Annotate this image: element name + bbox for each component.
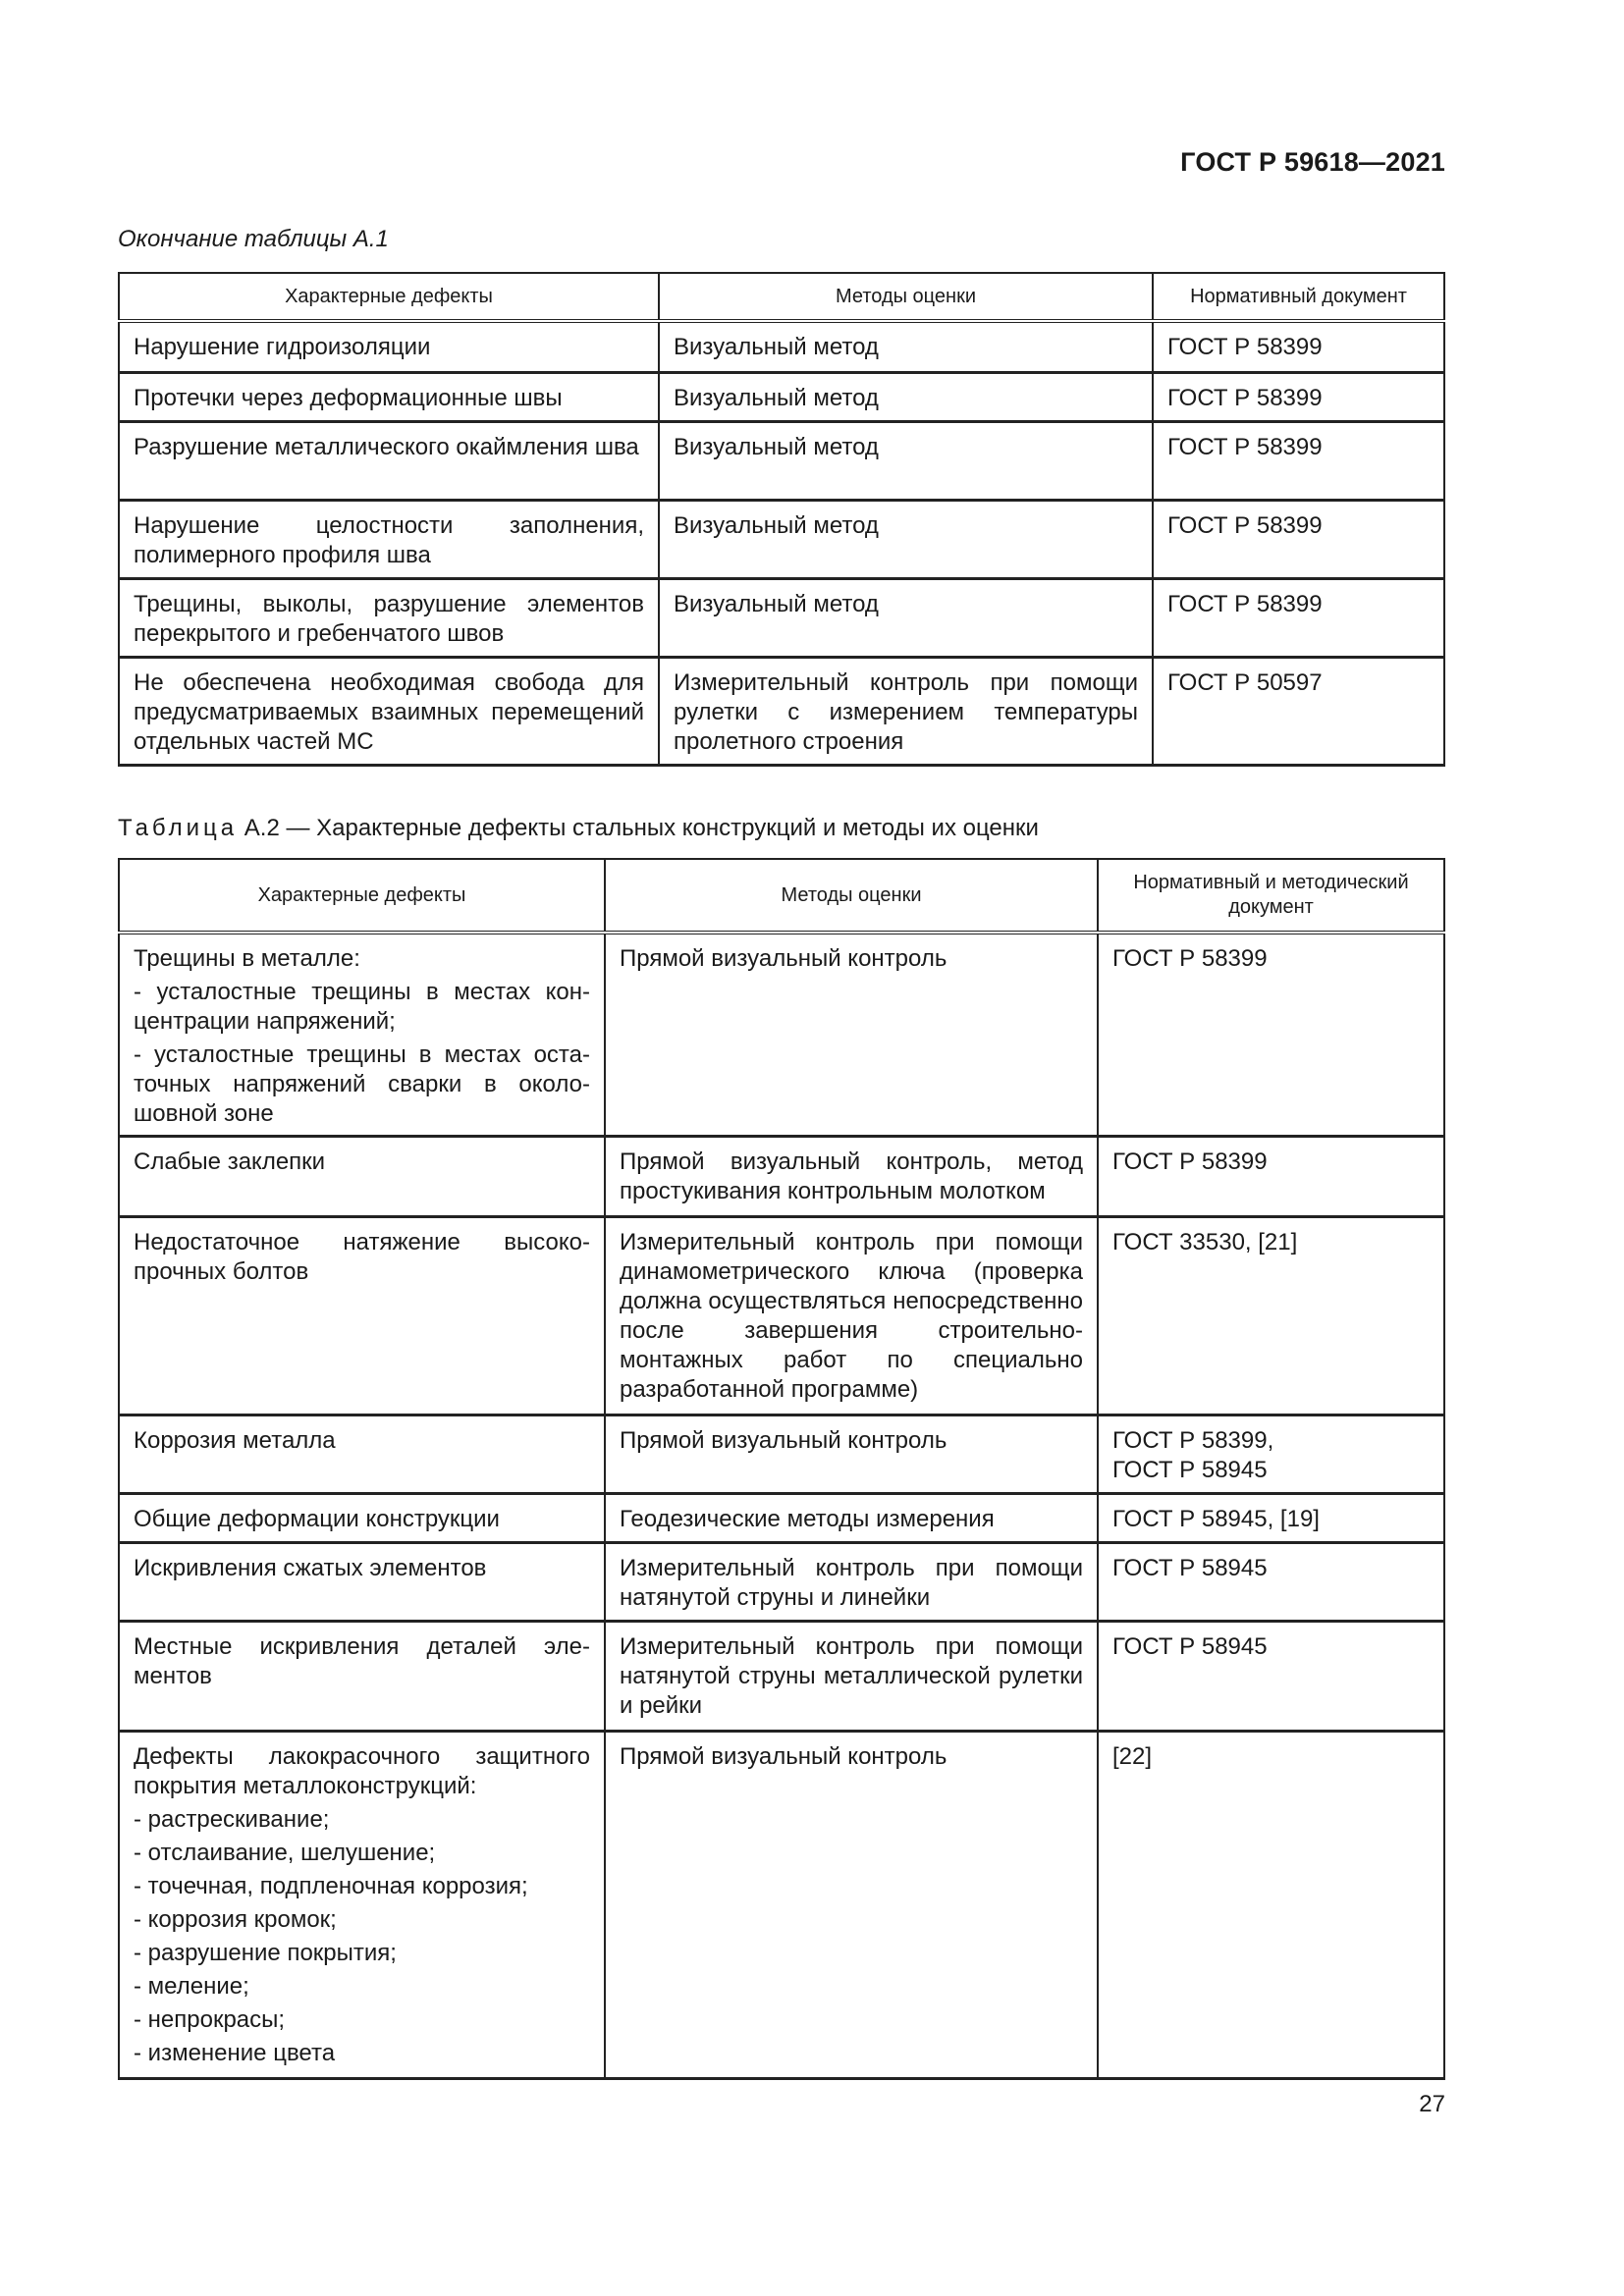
table-header-row <box>119 859 1444 933</box>
defect-cell <box>119 1217 605 1415</box>
defect-sub-item: - разрушение покрытия; <box>134 1940 397 1966</box>
table-row <box>119 1137 1444 1217</box>
table-row <box>119 372 1444 421</box>
column-header-methods: Методы оценки <box>659 273 1153 321</box>
defect-text: Недостаточное натяжение высокопрочных болтов <box>134 1229 590 1285</box>
page-number: 27 <box>1419 2091 1445 2117</box>
table-row <box>119 321 1444 372</box>
defect-text: Коррозия металла <box>134 1427 336 1454</box>
document-reference: ГОСТ Р 58945 <box>1112 1457 1268 1483</box>
document-cell <box>1098 1137 1444 1217</box>
table2-caption <box>118 815 1039 842</box>
document-cell: ГОСТ Р 58399 <box>1153 321 1444 372</box>
defect-text: Слабые заклепки <box>134 1148 326 1175</box>
table2-caption-text: А.2 — Характерные дефекты стальных конструкций и методы их оценки <box>244 815 1039 841</box>
document-cell <box>1098 1494 1444 1543</box>
document-reference: ГОСТ Р 58399 <box>1112 1148 1268 1175</box>
defect-sub-item: - изменение цвета <box>134 2040 336 2066</box>
method-cell: Визуальный метод <box>659 321 1153 372</box>
document-cell: ГОСТ Р 50597 <box>1153 657 1444 765</box>
defect-sub-item: - отслаивание, шелушение; <box>134 1840 436 1866</box>
document-cell <box>1098 1622 1444 1732</box>
method-cell: Измерительный контроль при помощи динамометрического ключа (проверка должна осуществляться непосредственно после завершения строительно-монтажных работ по специально разработанной программе) <box>605 1217 1098 1415</box>
table-row <box>119 1217 1444 1415</box>
method-cell: Визуальный метод <box>659 421 1153 500</box>
table-header-row <box>119 273 1444 321</box>
defect-sub-item: - непрокрасы; <box>134 2006 286 2033</box>
document-reference: [22] <box>1112 1743 1153 1770</box>
defect-text: Трещины в металле: <box>134 945 360 972</box>
defect-text: Искривления сжатых элементов <box>134 1555 487 1581</box>
document-cell <box>1098 1217 1444 1415</box>
column-header-document: Нормативный документ <box>1153 273 1444 321</box>
defect-cell: Нарушение целостности заполнения, полимерного профиля шва <box>119 500 659 578</box>
document-reference: ГОСТ Р 58399 <box>1112 945 1268 972</box>
table-a2 <box>118 858 1445 2080</box>
defect-cell: Нарушение гидроизоляции <box>119 321 659 372</box>
defect-sub-item: - усталостные трещины в местах концентрации напряжений; <box>134 979 590 1035</box>
document-cell: ГОСТ Р 58399 <box>1153 578 1444 657</box>
defect-cell <box>119 1137 605 1217</box>
defect-cell <box>119 1494 605 1543</box>
method-cell: Прямой визуальный контроль <box>605 1415 1098 1494</box>
document-id: ГОСТ Р 59618—2021 <box>1180 147 1445 177</box>
column-header-document: Нормативный и методический документ <box>1098 859 1444 933</box>
table-row <box>119 933 1444 1137</box>
table-row <box>119 1732 1444 2079</box>
defect-text: Общие деформации конструкции <box>134 1506 500 1532</box>
document-reference: ГОСТ 33530, [21] <box>1112 1229 1298 1255</box>
defect-cell <box>119 1622 605 1732</box>
method-cell: Визуальный метод <box>659 500 1153 578</box>
document-reference: ГОСТ Р 58399, <box>1112 1427 1274 1454</box>
method-cell: Прямой визуальный контроль <box>605 1732 1098 2079</box>
defect-sub-item: - коррозия кромок; <box>134 1906 337 1933</box>
table-row <box>119 1494 1444 1543</box>
method-cell: Прямой визуальный контроль <box>605 933 1098 1137</box>
column-header-defects: Характерные дефекты <box>119 859 605 933</box>
document-cell: ГОСТ Р 58399 <box>1153 421 1444 500</box>
defect-sub-item: - растрескивание; <box>134 1806 330 1833</box>
defect-sub-item: - усталостные трещины в местах остаточных напряжений сварки в околошовной зоне <box>134 1041 590 1127</box>
column-header-methods: Методы оценки <box>605 859 1098 933</box>
document-cell <box>1098 1543 1444 1622</box>
method-cell: Визуальный метод <box>659 372 1153 421</box>
defect-cell <box>119 1415 605 1494</box>
document-cell <box>1098 1732 1444 2079</box>
defect-sub-item: - меление; <box>134 1973 249 2000</box>
defect-cell: Трещины, выколы, разрушение элементов перекрытого и гребенчатого швов <box>119 578 659 657</box>
table-row <box>119 500 1444 578</box>
table-row <box>119 1622 1444 1732</box>
table-a1-end <box>118 272 1445 767</box>
method-cell: Геодезические методы измерения <box>605 1494 1098 1543</box>
defect-cell: Разрушение металлического окаймления шва <box>119 421 659 500</box>
document-reference: ГОСТ Р 58945 <box>1112 1633 1268 1660</box>
defect-cell <box>119 1543 605 1622</box>
document-cell <box>1098 933 1444 1137</box>
table2-caption-label: Таблица <box>118 815 239 841</box>
defect-cell: Не обеспечена необходимая свобода для предусматриваемых взаимных перемещений отдельных частей МС <box>119 657 659 765</box>
defect-text: Дефекты лакокрасочного защитного покрытия металлоконструкций: <box>134 1743 590 1799</box>
method-cell: Измерительный контроль при помощи рулетки с измерением температуры пролетного строения <box>659 657 1153 765</box>
method-cell: Прямой визуальный контроль, метод простукивания контрольным молотком <box>605 1137 1098 1217</box>
defect-sub-item: - точечная, подпленочная коррозия; <box>134 1873 528 1899</box>
table-row <box>119 421 1444 500</box>
defect-text: Местные искривления деталей элементов <box>134 1633 590 1689</box>
defect-cell <box>119 933 605 1137</box>
document-cell: ГОСТ Р 58399 <box>1153 500 1444 578</box>
method-cell: Визуальный метод <box>659 578 1153 657</box>
table-row <box>119 657 1444 765</box>
table-row <box>119 578 1444 657</box>
table-row <box>119 1415 1444 1494</box>
method-cell: Измерительный контроль при помощи натянутой струны и линейки <box>605 1543 1098 1622</box>
document-cell: ГОСТ Р 58399 <box>1153 372 1444 421</box>
table-row <box>119 1543 1444 1622</box>
table1-caption: Окончание таблицы А.1 <box>118 226 389 252</box>
document-cell <box>1098 1415 1444 1494</box>
defect-cell <box>119 1732 605 2079</box>
column-header-defects: Характерные дефекты <box>119 273 659 321</box>
document-reference: ГОСТ Р 58945, [19] <box>1112 1506 1320 1532</box>
defect-cell: Протечки через деформационные швы <box>119 372 659 421</box>
method-cell: Измерительный контроль при помощи натянутой струны металлической рулетки и рейки <box>605 1622 1098 1732</box>
document-reference: ГОСТ Р 58945 <box>1112 1555 1268 1581</box>
